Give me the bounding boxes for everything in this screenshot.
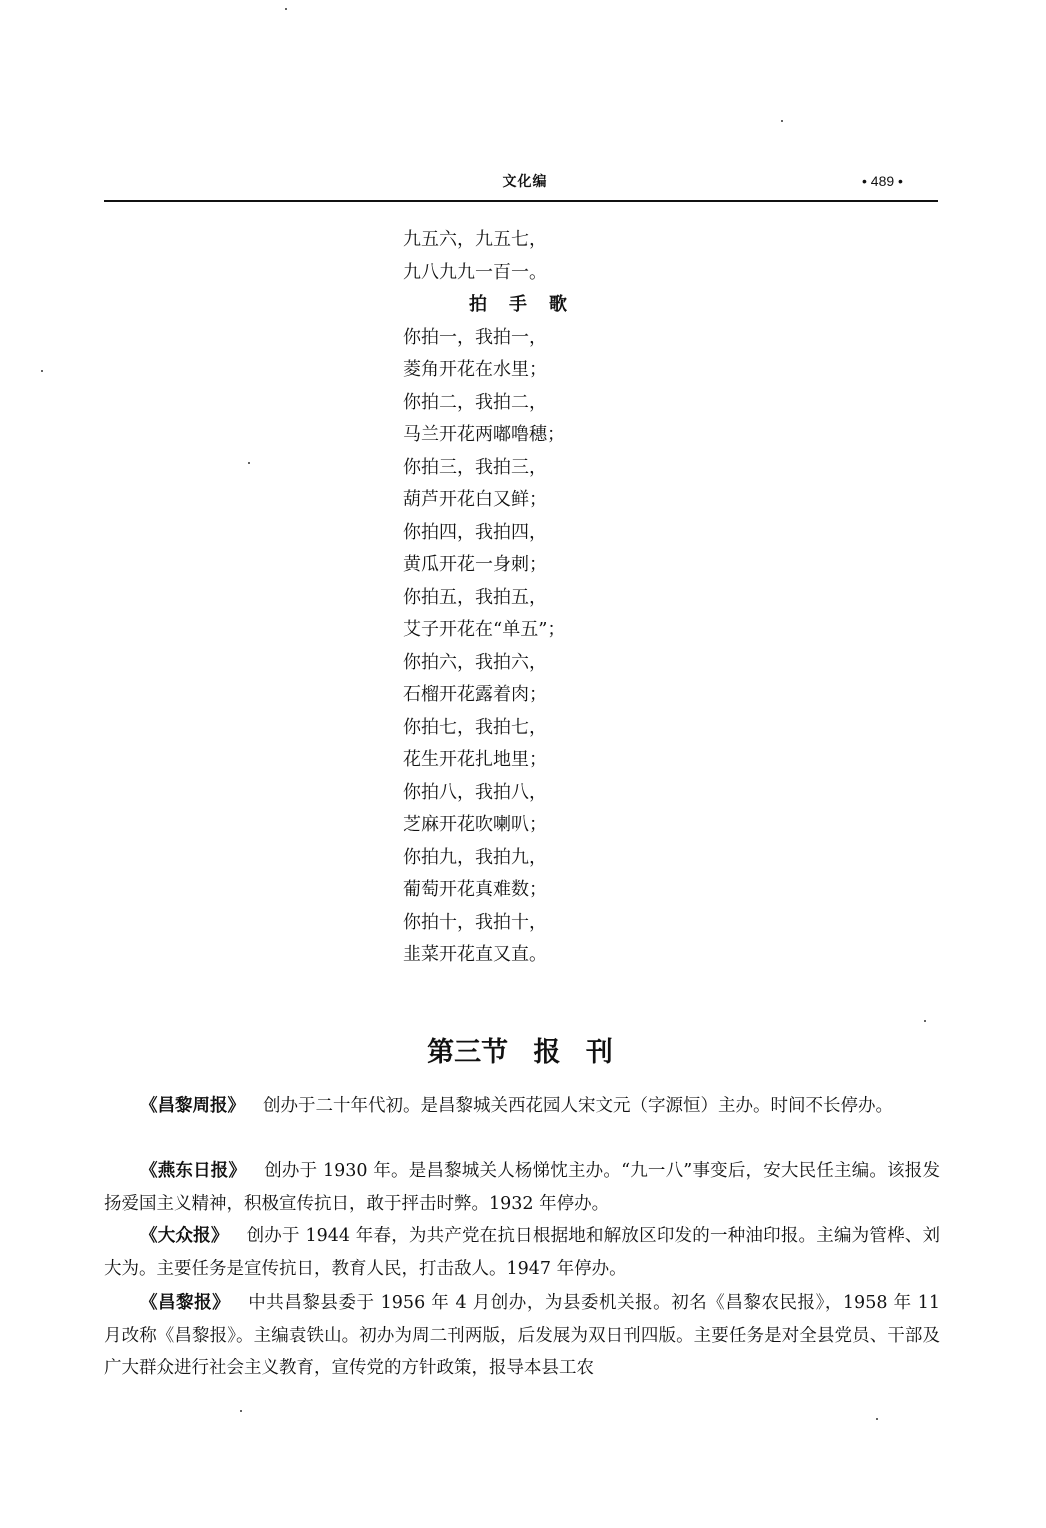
running-header-title: 文化编 [502,174,548,190]
page-number: • 489 • [862,173,903,189]
newspaper-entry [104,1090,940,1123]
scan-speck [41,370,43,372]
poem-line: 黄瓜开花一身刺； [403,554,547,575]
poem-line: 葡萄开花真难数； [403,879,547,900]
scan-speck [240,1410,242,1412]
poem-line: 你拍二，我拍二， [403,391,547,413]
poem-line: 你拍一，我拍一， [403,326,547,348]
scan-speck [285,8,287,10]
poem-line: 你拍八，我拍八， [403,781,547,803]
poem-line: 马兰开花两嘟噜穗； [403,424,565,445]
newspaper-description: 创办于二十年代初。是昌黎城关西花园人宋文元（字源恒）主办。时间不长停办。 [263,1096,893,1116]
newspaper-entry [104,1220,940,1285]
scan-speck [924,1020,926,1022]
poem-line: 九五六，九五七， [403,229,547,250]
poem-line: 九八九九一百一。 [403,261,547,283]
newspaper-description: 创办于 1944 年春，为共产党在抗日根据地和解放区印发的一种油印报。主编为管桦、刘大为。主要任务是宣传抗日，教育人民，打击敌人。1947 年停办。 [104,1226,940,1279]
newspaper-description: 中共昌黎县委于 1956 年 4 月创办，为县委机关报。初名《昌黎农民报》，1958 年 11 月改称《昌黎报》。主编袁铁山。初办为周二刊两版，后发展为双日刊四版。主要任务是对全县党员、干部及广大群众进行社会主义教育，宣传党的方针政策，报导本县工农 [104,1293,940,1378]
poem-line: 你拍十，我拍十， [403,911,547,933]
header-rule [104,200,938,202]
poem-line: 菱角开花在水里； [403,359,547,380]
poem-line: 艾子开花在“单五”； [403,619,566,640]
scan-speck [781,120,783,122]
poem-line: 芝麻开花吹喇叭； [403,814,547,835]
poem-line: 你拍四，我拍四， [403,521,547,543]
poem-line: 葫芦开花白又鲜； [403,489,547,510]
poem-line: 你拍三，我拍三， [403,456,547,478]
poem-line: 石榴开花露着肉； [403,684,547,705]
newspaper-name: 《昌黎报》 [140,1293,231,1313]
newspaper-entry [104,1155,940,1220]
newspaper-name: 《大众报》 [140,1226,229,1246]
poem-title: 拍手歌 [469,294,589,315]
poem-line: 你拍六，我拍六， [403,651,547,673]
scan-speck [876,1418,878,1420]
poem-line: 你拍五，我拍五， [403,586,547,608]
poem-line: 你拍九，我拍九， [403,846,547,868]
poem-line: 韭菜开花直又直。 [403,944,547,965]
newspaper-name: 《燕东日报》 [140,1161,247,1181]
poem-line: 花生开花扎地里； [403,749,547,770]
newspaper-name: 《昌黎周报》 [140,1096,245,1116]
section-title: 第三节 报 刊 [427,1037,613,1069]
newspaper-description: 创办于 1930 年。是昌黎城关人杨悌忱主办。“九一八”事变后，安大民任主编。该报发扬爱国主义精神，积极宣传抗日，敢于抨击时弊。1932 年停办。 [104,1161,940,1214]
poem-line: 你拍七，我拍七， [403,716,547,738]
scan-speck [248,462,250,464]
poem [403,224,589,972]
newspaper-entry [104,1287,940,1385]
